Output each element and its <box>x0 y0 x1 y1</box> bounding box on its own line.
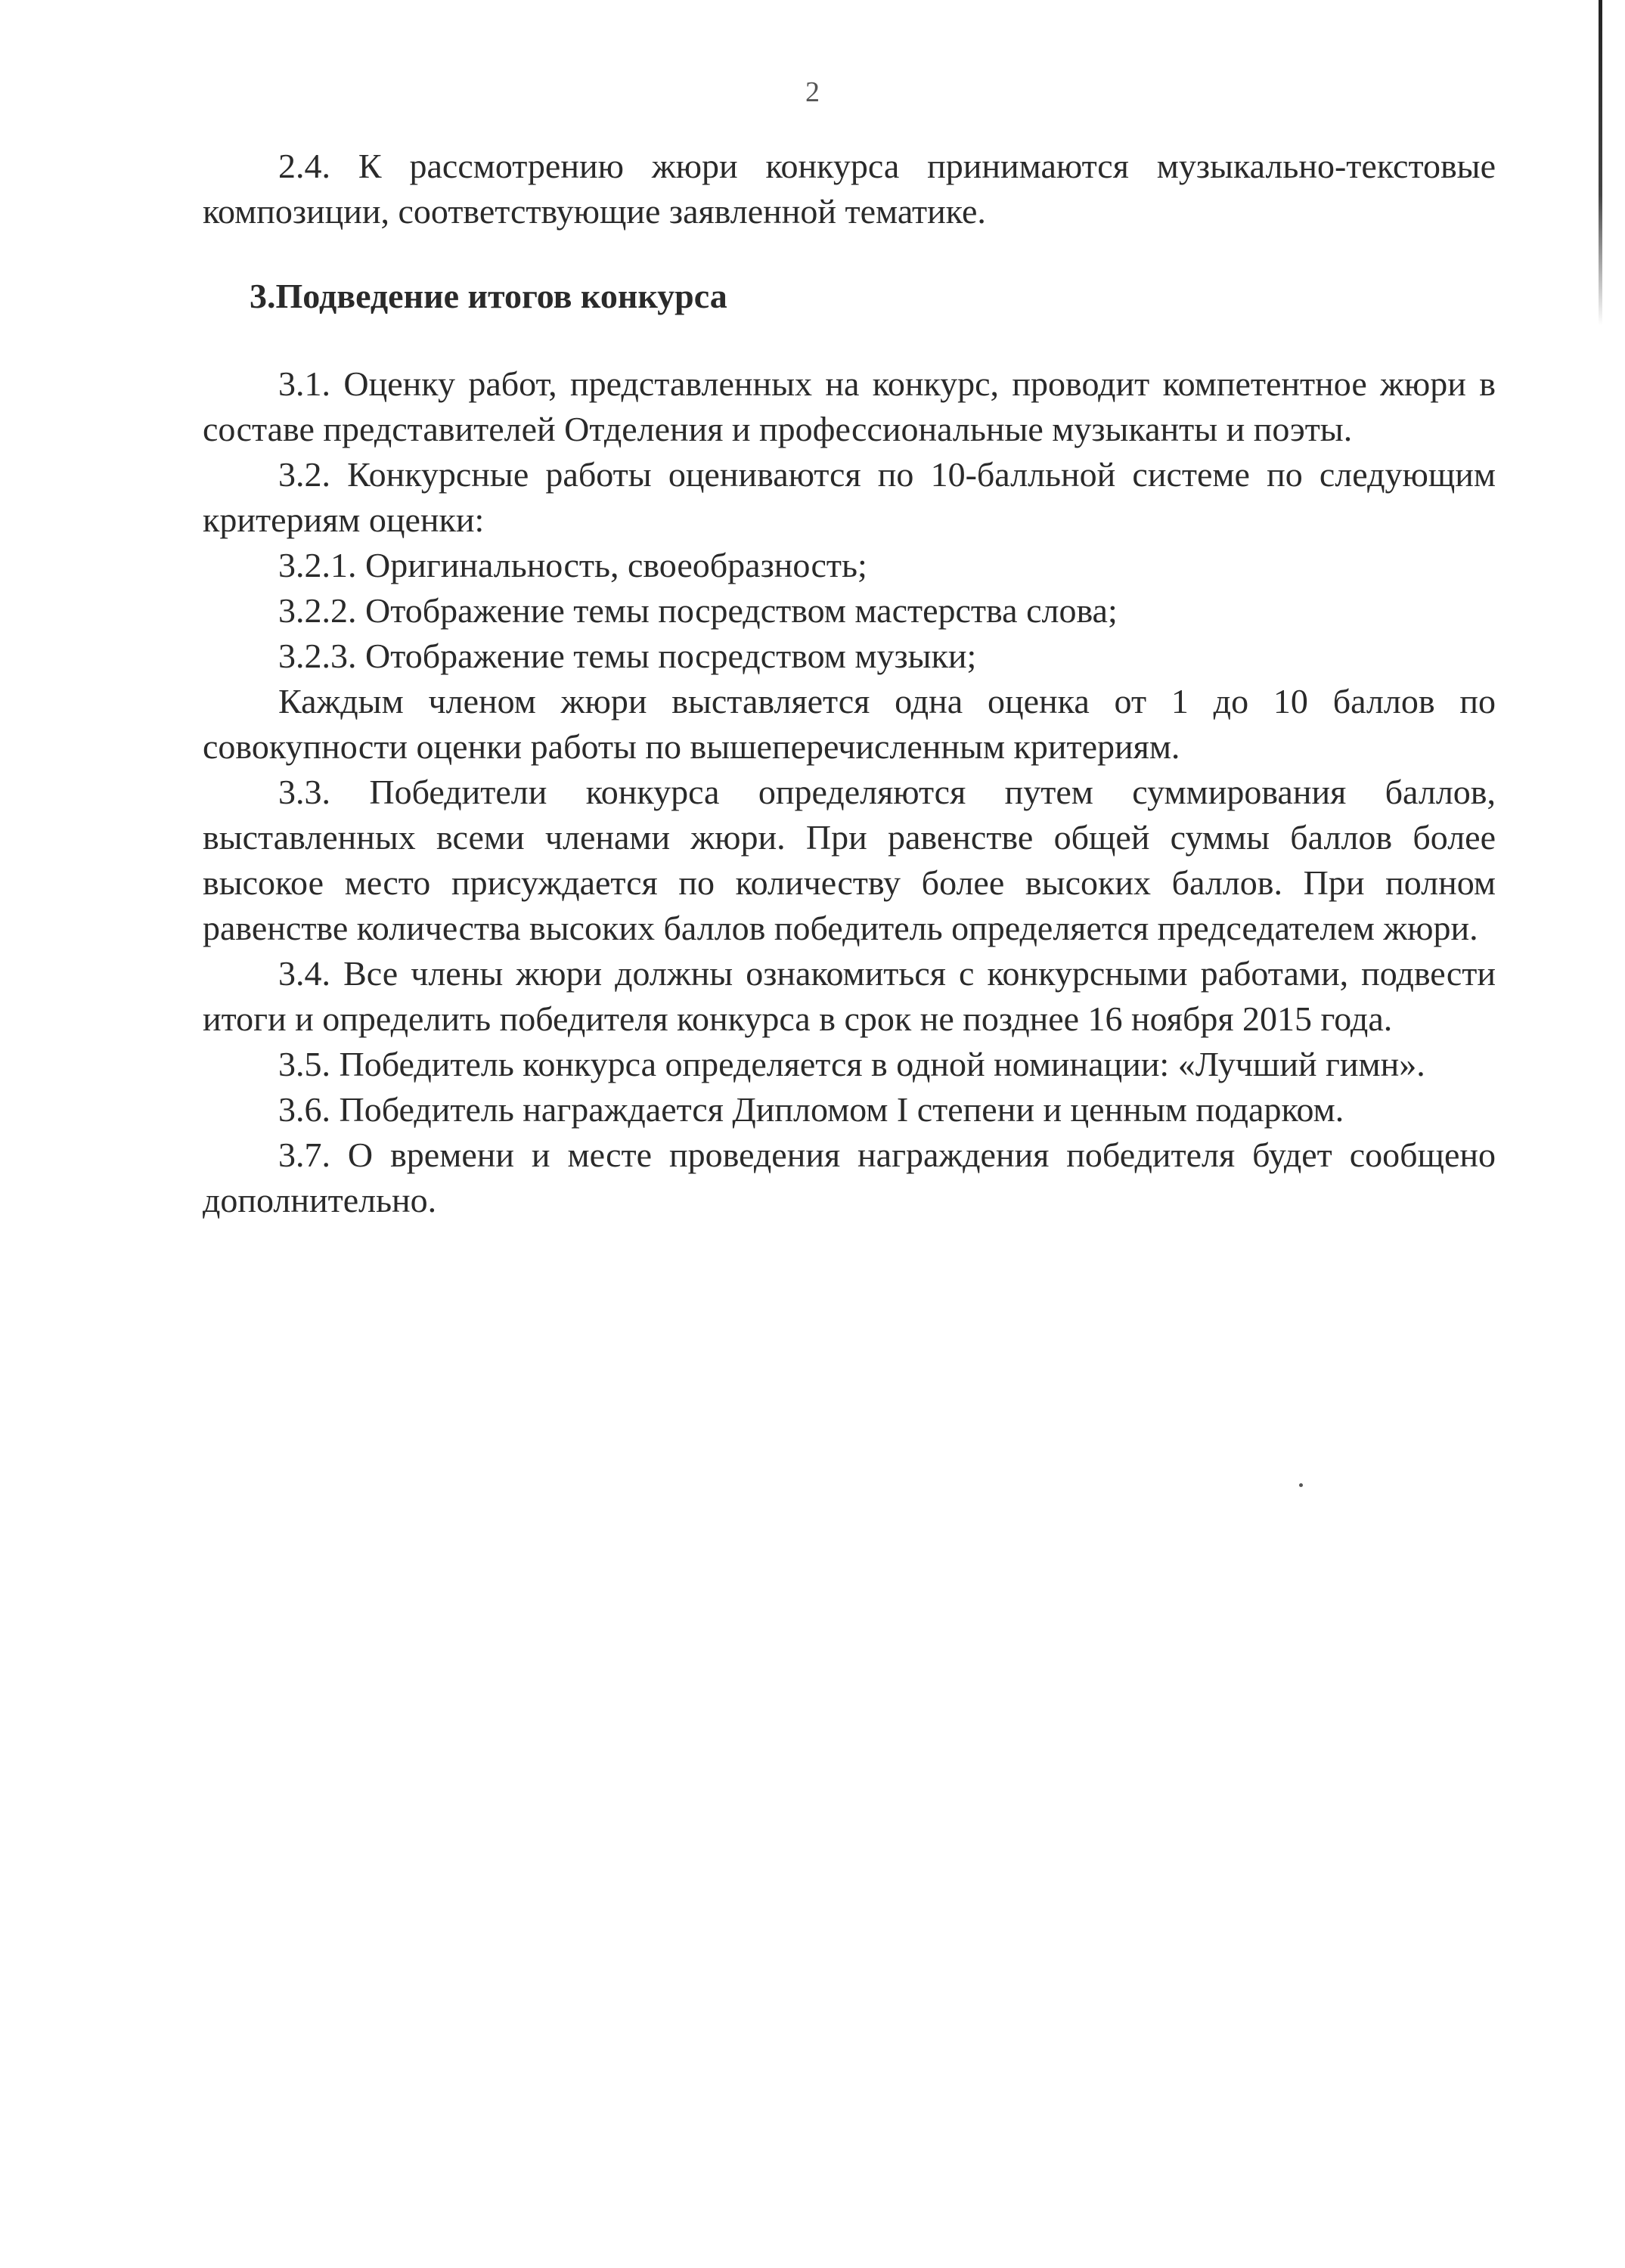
scan-edge-mark <box>1599 0 1602 325</box>
paragraph-3-1: 3.1. Оценку работ, представленных на конкурс, проводит компетентное жюри в составе представителей Отделения и профессиональные музыканты и поэты. <box>203 364 1496 448</box>
paragraph-3-3: 3.3. Победители конкурса определяются путем суммирования баллов, выставленных всеми членами жюри. При равенстве общей суммы баллов более высокое место присуждается по количеству более высоких баллов. При полном равенстве количества высоких баллов победитель определяется председателем жюри. <box>203 773 1496 947</box>
section-3-body <box>203 361 1496 1223</box>
paragraph-3-2-3: 3.2.3. Отображение темы посредством музыки; <box>278 637 977 675</box>
paragraph-jury-score: Каждым членом жюри выставляется одна оценка от 1 до 10 баллов по совокупности оценки работы по вышеперечисленным критериям. <box>203 682 1496 766</box>
stray-dot-mark <box>1299 1483 1303 1487</box>
paragraph-3-2: 3.2. Конкурсные работы оцениваются по 10-балльной системе по следующим критериям оценки: <box>203 455 1496 539</box>
paragraph-3-2-2: 3.2.2. Отображение темы посредством мастерства слова; <box>278 591 1118 630</box>
paragraph-3-5: 3.5. Победитель конкурса определяется в одной номинации: «Лучший гимн». <box>278 1045 1425 1083</box>
section-3-heading: 3.Подведение итогов конкурса <box>250 277 727 315</box>
paragraph-2-4: 2.4. К рассмотрению жюри конкурса принимаются музыкально-текстовые композиции, соответствующие заявленной тематике. <box>203 147 1496 231</box>
page-number: 2 <box>805 76 820 108</box>
paragraph-3-6: 3.6. Победитель награждается Дипломом I степени и ценным подарком. <box>278 1090 1344 1129</box>
section-2-4 <box>203 144 1496 234</box>
paragraph-3-2-1: 3.2.1. Оригинальность, своеобразность; <box>278 546 867 584</box>
paragraph-3-7: 3.7. О времени и месте проведения награждения победителя будет сообщено дополнительно. <box>203 1136 1496 1219</box>
paragraph-3-4: 3.4. Все члены жюри должны ознакомиться с конкурсными работами, подвести итоги и определить победителя конкурса в срок не позднее 16 ноября 2015 года. <box>203 954 1496 1038</box>
